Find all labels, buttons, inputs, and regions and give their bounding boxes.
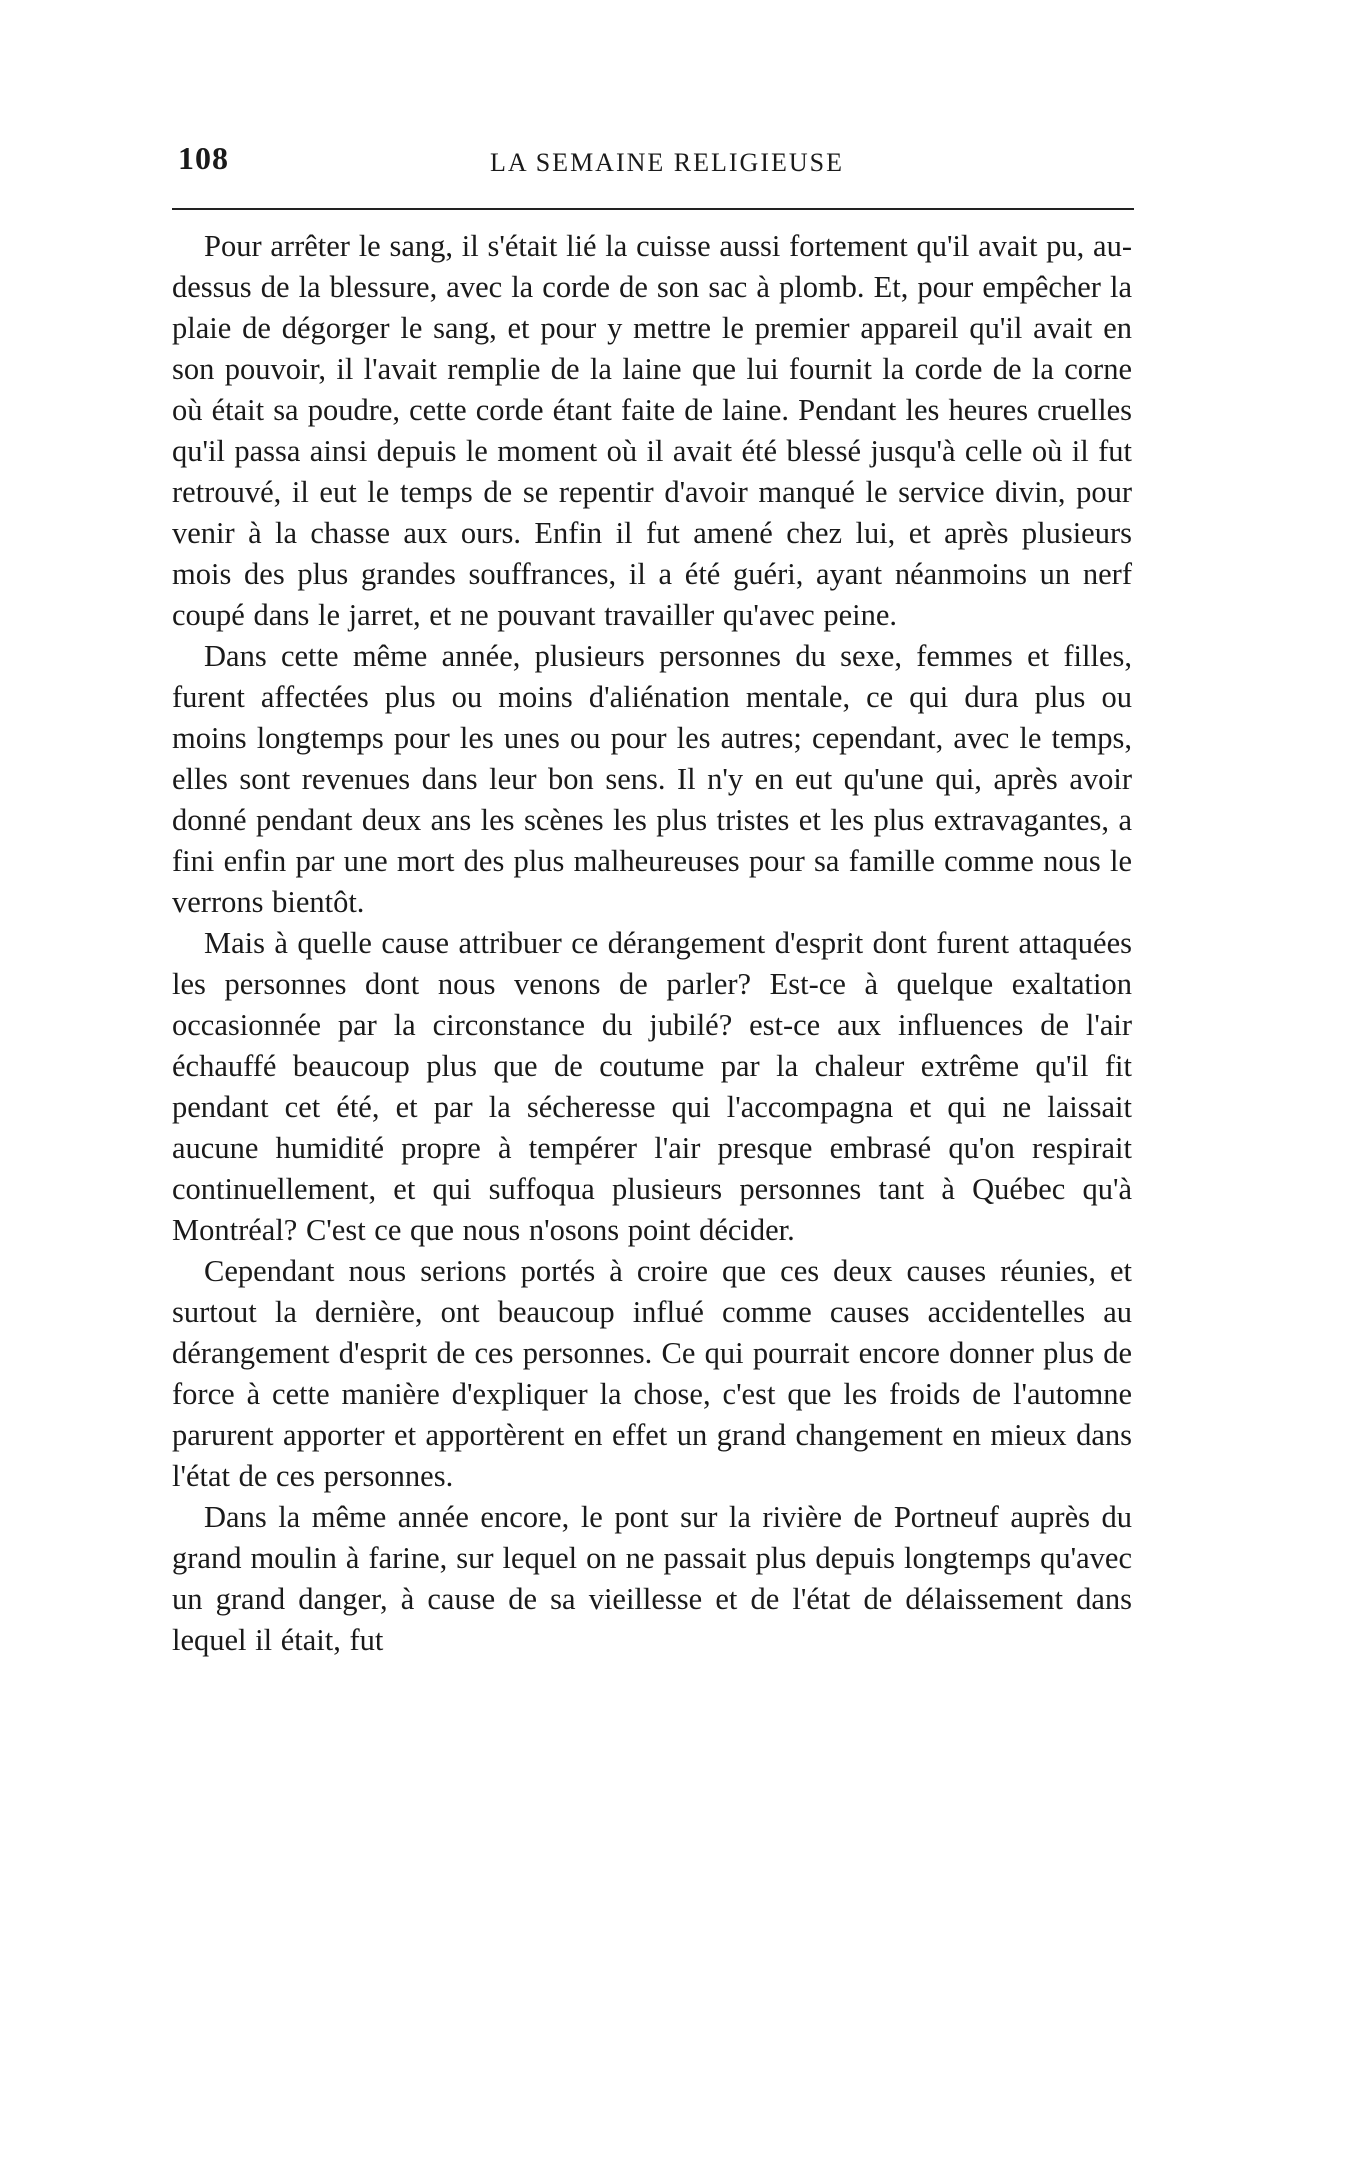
running-title: LA SEMAINE RELIGIEUSE (490, 148, 844, 177)
paragraph: Pour arrêter le sang, il s'était lié la cuisse aussi fortement qu'il avait pu, au-dessus de la blessure, avec la corde de son sac à plomb. Et, pour empêcher la plaie de dégorger le sang, et pour y mettre le premier appareil qu'il avait en son pouvoir, il l'avait remplie de la laine que lui fournit la corde de la corne où était sa poudre, cette corde étant faite de laine. Pendant les heures cruelles qu'il passa ainsi depuis le moment où il avait été blessé jusqu'à celle où il fut retrouvé, il eut le temps de se repentir d'avoir manqué le service divin, pour venir à la chasse aux ours. Enfin il fut amené chez lui, et après plusieurs mois des plus grandes souffrances, il a été guéri, ayant néanmoins un nerf coupé dans le jarret, et ne pouvant travailler qu'avec peine. (172, 229, 1132, 632)
paragraph: Mais à quelle cause attribuer ce dérangement d'esprit dont furent attaquées les personnes dont nous venons de parler? Est-ce à quelque exaltation occasionnée par la circonstance du jubilé? est-ce aux influences de l'air échauffé beaucoup plus que de coutume par la chaleur extrême qu'il fit pendant cet été, et par la sécheresse qui l'accompagna et qui ne laissait aucune humidité propre à tempérer l'air presque embrasé qu'on respirait continuellement, et qui suffoqua plusieurs personnes tant à Québec qu'à Montréal? C'est ce que nous n'osons point décider. (172, 926, 1132, 1247)
paragraph: Dans cette même année, plusieurs personnes du sexe, femmes et filles, furent affectées plus ou moins d'aliénation mentale, ce qui dura plus ou moins longtemps pour les unes ou pour les autres; cependant, avec le temps, elles sont revenues dans leur bon sens. Il n'y en eut qu'une qui, après avoir donné pendant deux ans les scènes les plus tristes et les plus extravagantes, a fini enfin par une mort des plus malheureuses pour sa famille comme nous le verrons bientôt. (172, 639, 1132, 919)
page-header (170, 140, 1130, 200)
body-text (172, 226, 1132, 1661)
paragraph: Cependant nous serions portés à croire que ces deux causes réunies, et surtout la dernière, ont beaucoup influé comme causes accidentelles au dérangement d'esprit de ces personnes. Ce qui pourrait encore donner plus de force à cette manière d'expliquer la chose, c'est que les froids de l'automne parurent apporter et apportèrent en effet un grand changement en mieux dans l'état de ces personnes. (172, 1254, 1132, 1493)
page-number: 108 (178, 140, 229, 176)
header-rule (172, 208, 1134, 210)
paragraph: Dans la même année encore, le pont sur la rivière de Portneuf auprès du grand moulin à farine, sur lequel on ne passait plus depuis longtemps qu'avec un grand danger, à cause de sa vieillesse et de l'état de délaissement dans lequel il était, fut (172, 1500, 1132, 1657)
